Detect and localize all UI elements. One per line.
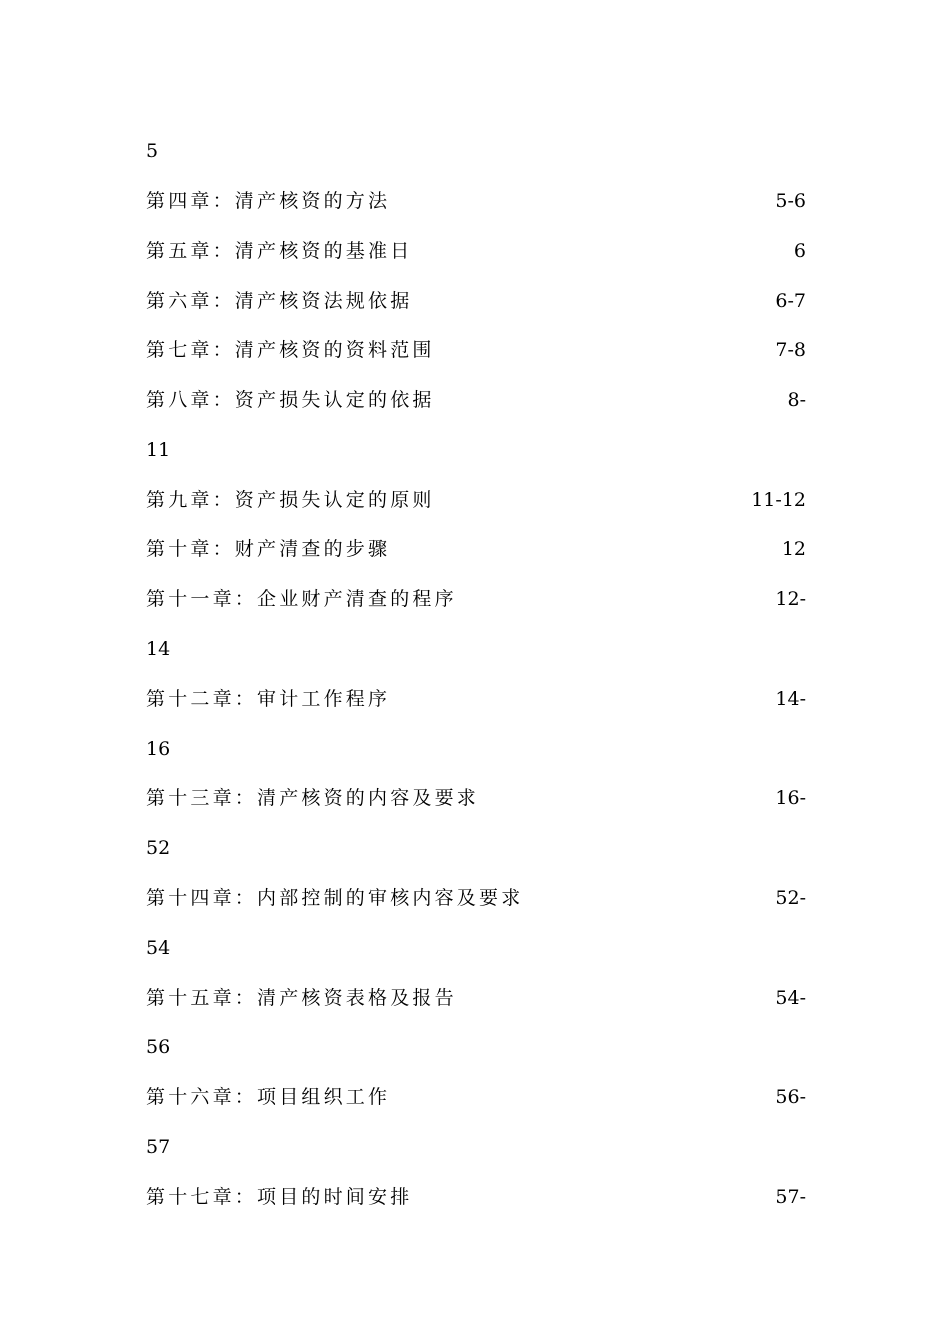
chapter-page-range: 7-8 <box>775 339 806 361</box>
toc-continuation <box>146 435 806 465</box>
continuation-page-number: 14 <box>146 638 171 660</box>
toc-entry <box>146 485 806 515</box>
chapter-page-range: 52- <box>775 887 806 909</box>
toc-entry <box>146 1082 806 1112</box>
chapter-page-range: 14- <box>775 688 806 710</box>
chapter-title: 第十五章：清产核资表格及报告 <box>146 987 457 1009</box>
toc-continuation <box>146 634 806 664</box>
chapter-page-range: 11-12 <box>751 489 806 511</box>
toc-continuation <box>146 833 806 863</box>
continuation-page-number: 5 <box>146 140 159 162</box>
toc-entry <box>146 783 806 813</box>
chapter-page-range: 8- <box>787 389 806 411</box>
chapter-page-range: 56- <box>775 1086 806 1108</box>
chapter-title: 第十二章：审计工作程序 <box>146 688 391 710</box>
toc-continuation <box>146 734 806 764</box>
toc-entry <box>146 186 806 216</box>
toc-continuation <box>146 136 806 166</box>
chapter-page-range: 16- <box>775 787 806 809</box>
continuation-page-number: 52 <box>146 837 171 859</box>
toc-continuation <box>146 1132 806 1162</box>
continuation-page-number: 56 <box>146 1036 171 1058</box>
toc-entry <box>146 286 806 316</box>
toc-entry <box>146 236 806 266</box>
chapter-page-range: 6-7 <box>775 290 806 312</box>
continuation-page-number: 16 <box>146 738 171 760</box>
toc-continuation <box>146 933 806 963</box>
toc-entry <box>146 1182 806 1212</box>
toc-continuation <box>146 1032 806 1062</box>
chapter-title: 第十四章：内部控制的审核内容及要求 <box>146 887 524 909</box>
chapter-title: 第十一章：企业财产清查的程序 <box>146 588 457 610</box>
chapter-title: 第六章：清产核资法规依据 <box>146 290 413 312</box>
toc-entry <box>146 335 806 365</box>
chapter-page-range: 12 <box>781 538 806 560</box>
chapter-page-range: 6 <box>793 240 806 262</box>
toc-entry <box>146 684 806 714</box>
chapter-title: 第十章：财产清查的步骤 <box>146 538 391 560</box>
chapter-page-range: 54- <box>775 987 806 1009</box>
chapter-title: 第九章：资产损失认定的原则 <box>146 489 435 511</box>
toc-entry <box>146 584 806 614</box>
toc-entry <box>146 534 806 564</box>
chapter-title: 第八章：资产损失认定的依据 <box>146 389 435 411</box>
chapter-title: 第十七章：项目的时间安排 <box>146 1186 413 1208</box>
chapter-page-range: 57- <box>775 1186 806 1208</box>
toc-entry <box>146 385 806 415</box>
chapter-title: 第十六章：项目组织工作 <box>146 1086 391 1108</box>
continuation-page-number: 54 <box>146 937 171 959</box>
toc-entry <box>146 883 806 913</box>
chapter-title: 第五章：清产核资的基准日 <box>146 240 413 262</box>
chapter-title: 第四章：清产核资的方法 <box>146 190 391 212</box>
chapter-title: 第十三章：清产核资的内容及要求 <box>146 787 480 809</box>
continuation-page-number: 57 <box>146 1136 171 1158</box>
chapter-page-range: 12- <box>775 588 806 610</box>
continuation-page-number: 11 <box>146 439 171 461</box>
toc-entry <box>146 983 806 1013</box>
chapter-page-range: 5-6 <box>775 190 806 212</box>
chapter-title: 第七章：清产核资的资料范围 <box>146 339 435 361</box>
